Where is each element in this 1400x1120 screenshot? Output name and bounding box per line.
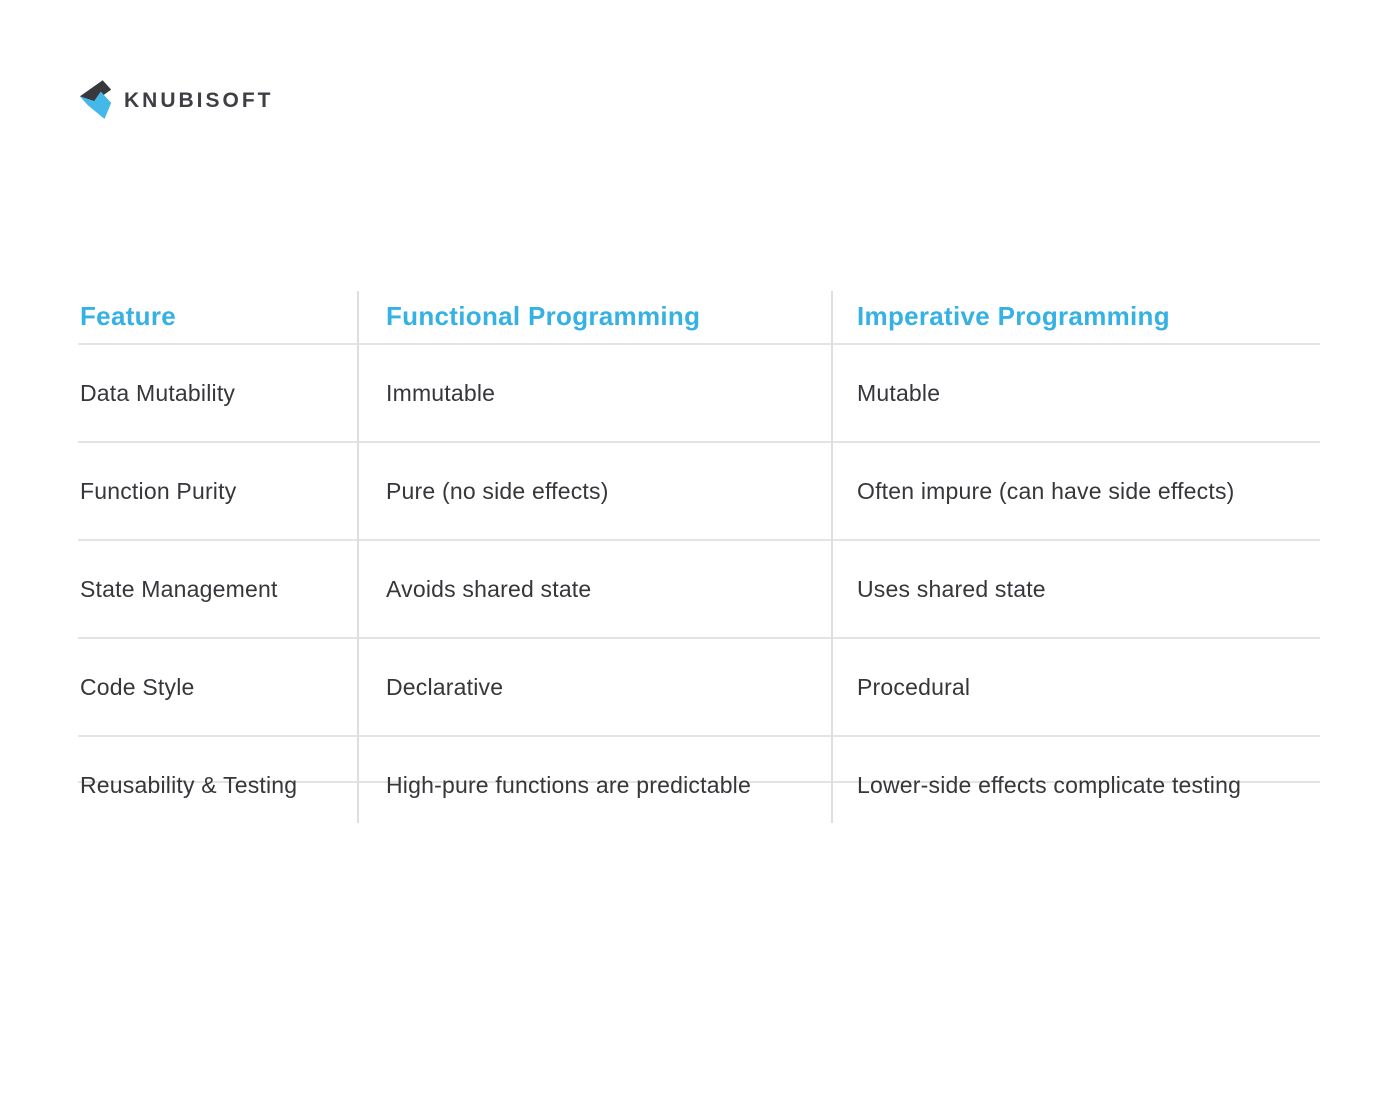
column-header-feature: Feature — [80, 300, 177, 331]
cell-feature: Code Style — [80, 673, 195, 700]
cell-functional: Avoids shared state — [386, 575, 592, 602]
cell-feature: Function Purity — [80, 477, 237, 504]
cell-functional: Immutable — [386, 379, 496, 406]
cell-imperative: Uses shared state — [857, 575, 1046, 602]
column-divider-2 — [831, 291, 833, 823]
knubisoft-chevron-icon — [80, 80, 114, 122]
cell-functional: High-pure functions are predictable — [386, 771, 751, 798]
column-divider-1 — [357, 291, 359, 823]
cell-imperative: Often impure (can have side effects) — [857, 477, 1235, 504]
cell-feature: Data Mutability — [80, 379, 236, 406]
column-header-imperative: Imperative Programming — [857, 300, 1170, 331]
table-header-row — [78, 289, 1320, 345]
cell-functional: Pure (no side effects) — [386, 477, 609, 504]
comparison-table — [78, 289, 1320, 833]
table-row — [78, 443, 1320, 541]
table-row — [78, 639, 1320, 737]
table-row — [78, 737, 1320, 833]
logo-text: KNUBISOFT — [124, 89, 274, 112]
cell-functional: Declarative — [386, 673, 504, 700]
cell-imperative: Lower-side effects complicate testing — [857, 771, 1242, 798]
cell-imperative: Procedural — [857, 673, 971, 700]
column-header-functional: Functional Programming — [386, 300, 701, 331]
knubisoft-logo — [80, 80, 274, 122]
cell-feature: Reusability & Testing — [80, 771, 298, 798]
table-row — [78, 345, 1320, 443]
cell-feature: State Management — [80, 575, 278, 602]
table-row — [78, 541, 1320, 639]
cell-imperative: Mutable — [857, 379, 941, 406]
